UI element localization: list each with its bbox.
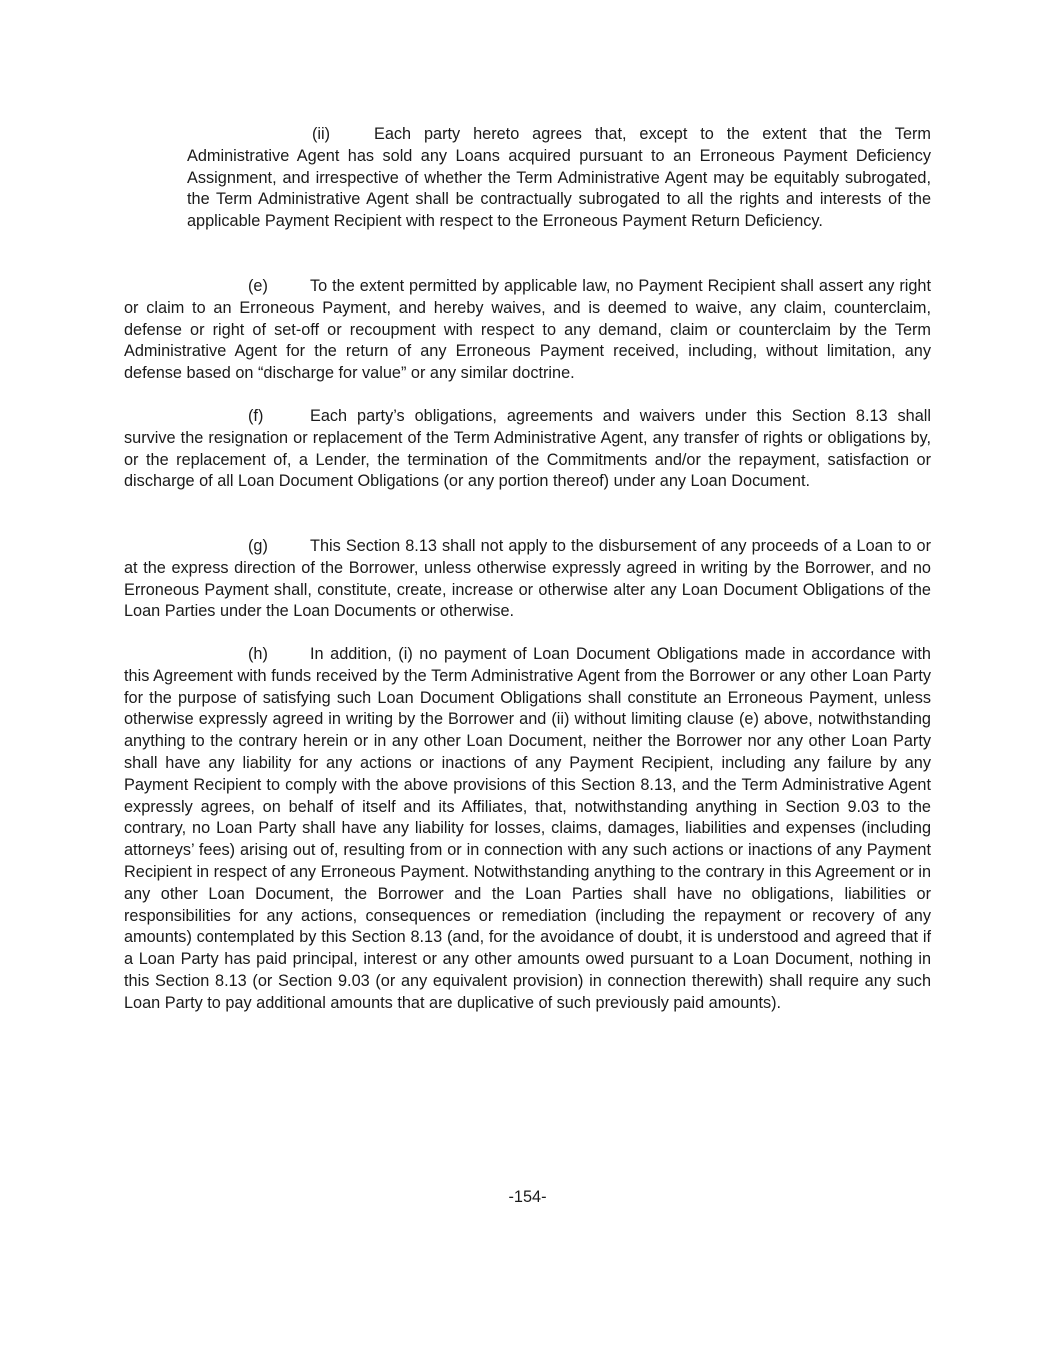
paragraph-g xyxy=(124,536,931,623)
paragraph-h xyxy=(124,644,931,1015)
paragraph-f-text: Each party’s obligations, agreements and waivers under this Section 8.13 shall survive the resignation or replacement of the Term Administrative Agent, any transfer of rights or obligations by, or the replacement of, a Lender, the termination of the Commitments and/or the repayment, satisfaction or discharge of all Loan Document Obligations (or any portion thereof) under any Loan Document. xyxy=(124,407,931,491)
paragraph-ii-text: Each party hereto agrees that, except to the extent that the Term Administrative Agent has sold any Loans acquired pursuant to an Erroneous Payment Deficiency Assignment, and irrespective of whether the Term Administrative Agent may be equitably subrogated, the Term Administrative Agent shall be contractually subrogated to all the rights and interests of the applicable Payment Recipient with respect to the Erroneous Payment Return Deficiency. xyxy=(187,125,931,231)
paragraph-g-text: This Section 8.13 shall not apply to the disbursement of any proceeds of a Loan to or at the express direction of the Borrower, unless otherwise expressly agreed in writing by the Borrower, and no Erroneous Payment shall, constitute, create, increase or otherwise alter any Loan Document Obligations of the Loan Parties under the Loan Documents or otherwise. xyxy=(124,537,931,621)
paragraph-ii-label: (ii) xyxy=(312,125,331,143)
paragraph-g-label: (g) xyxy=(248,537,268,555)
paragraph-h-text: In addition, (i) no payment of Loan Document Obligations made in accordance with this Agreement with funds received by the Term Administrative Agent from the Borrower or any other Loan Party for the purpose of satisfying such Loan Document Obligations shall constitute an Erroneous Payment, unless otherwise expressly agreed in writing by the Borrower and (ii) without limiting clause (e) above, notwithstanding anything to the contrary herein or in any other Loan Document, neither the Borrower nor any other Loan Party shall have any liability for any actions or inactions of any Payment Recipient, including any failure by any Payment Recipient to comply with the above provisions of this Section 8.13, and the Term Administrative Agent expressly agrees, on behalf of itself and its Affiliates, that, notwithstanding anything in Section 9.03 to the contrary, no Loan Party shall have any liability for losses, claims, damages, liabilities and expenses (including attorneys’ fees) arising out of, resulting from or in connection with any such actions or inactions of any Payment Recipient in respect of any Erroneous Payment. Notwithstanding anything to the contrary in this Agreement or in any other Loan Document, the Borrower and the Loan Parties shall have no obligations, liabilities or responsibilities for any actions, consequences or remediation (including the repayment or recovery of any amounts) contemplated by this Section 8.13 (and, for the avoidance of doubt, it is understood and agreed that if a Loan Party has paid principal, interest or any other amounts owed pursuant to a Loan Document, nothing in this Section 8.13 (or Section 9.03 (or any equivalent provision) in connection therewith) shall require any such Loan Party to pay additional amounts that are duplicative of such previously paid amounts). xyxy=(124,645,931,1012)
paragraph-e-text: To the extent permitted by applicable law, no Payment Recipient shall assert any right or claim to an Erroneous Payment, and hereby waives, and is deemed to waive, any claim, counterclaim, defense or right of set-off or recoupment with respect to any demand, claim or counterclaim by the Term Administrative Agent for the return of any Erroneous Payment received, including, without limitation, any defense based on “discharge for value” or any similar doctrine. xyxy=(124,277,931,383)
paragraph-f xyxy=(124,406,931,493)
paragraph-h-label: (h) xyxy=(248,645,268,663)
paragraph-ii xyxy=(187,124,931,233)
page-number: -154- xyxy=(508,1188,547,1206)
paragraph-e xyxy=(124,276,931,385)
paragraph-f-label: (f) xyxy=(248,407,264,425)
paragraph-e-label: (e) xyxy=(248,277,268,295)
